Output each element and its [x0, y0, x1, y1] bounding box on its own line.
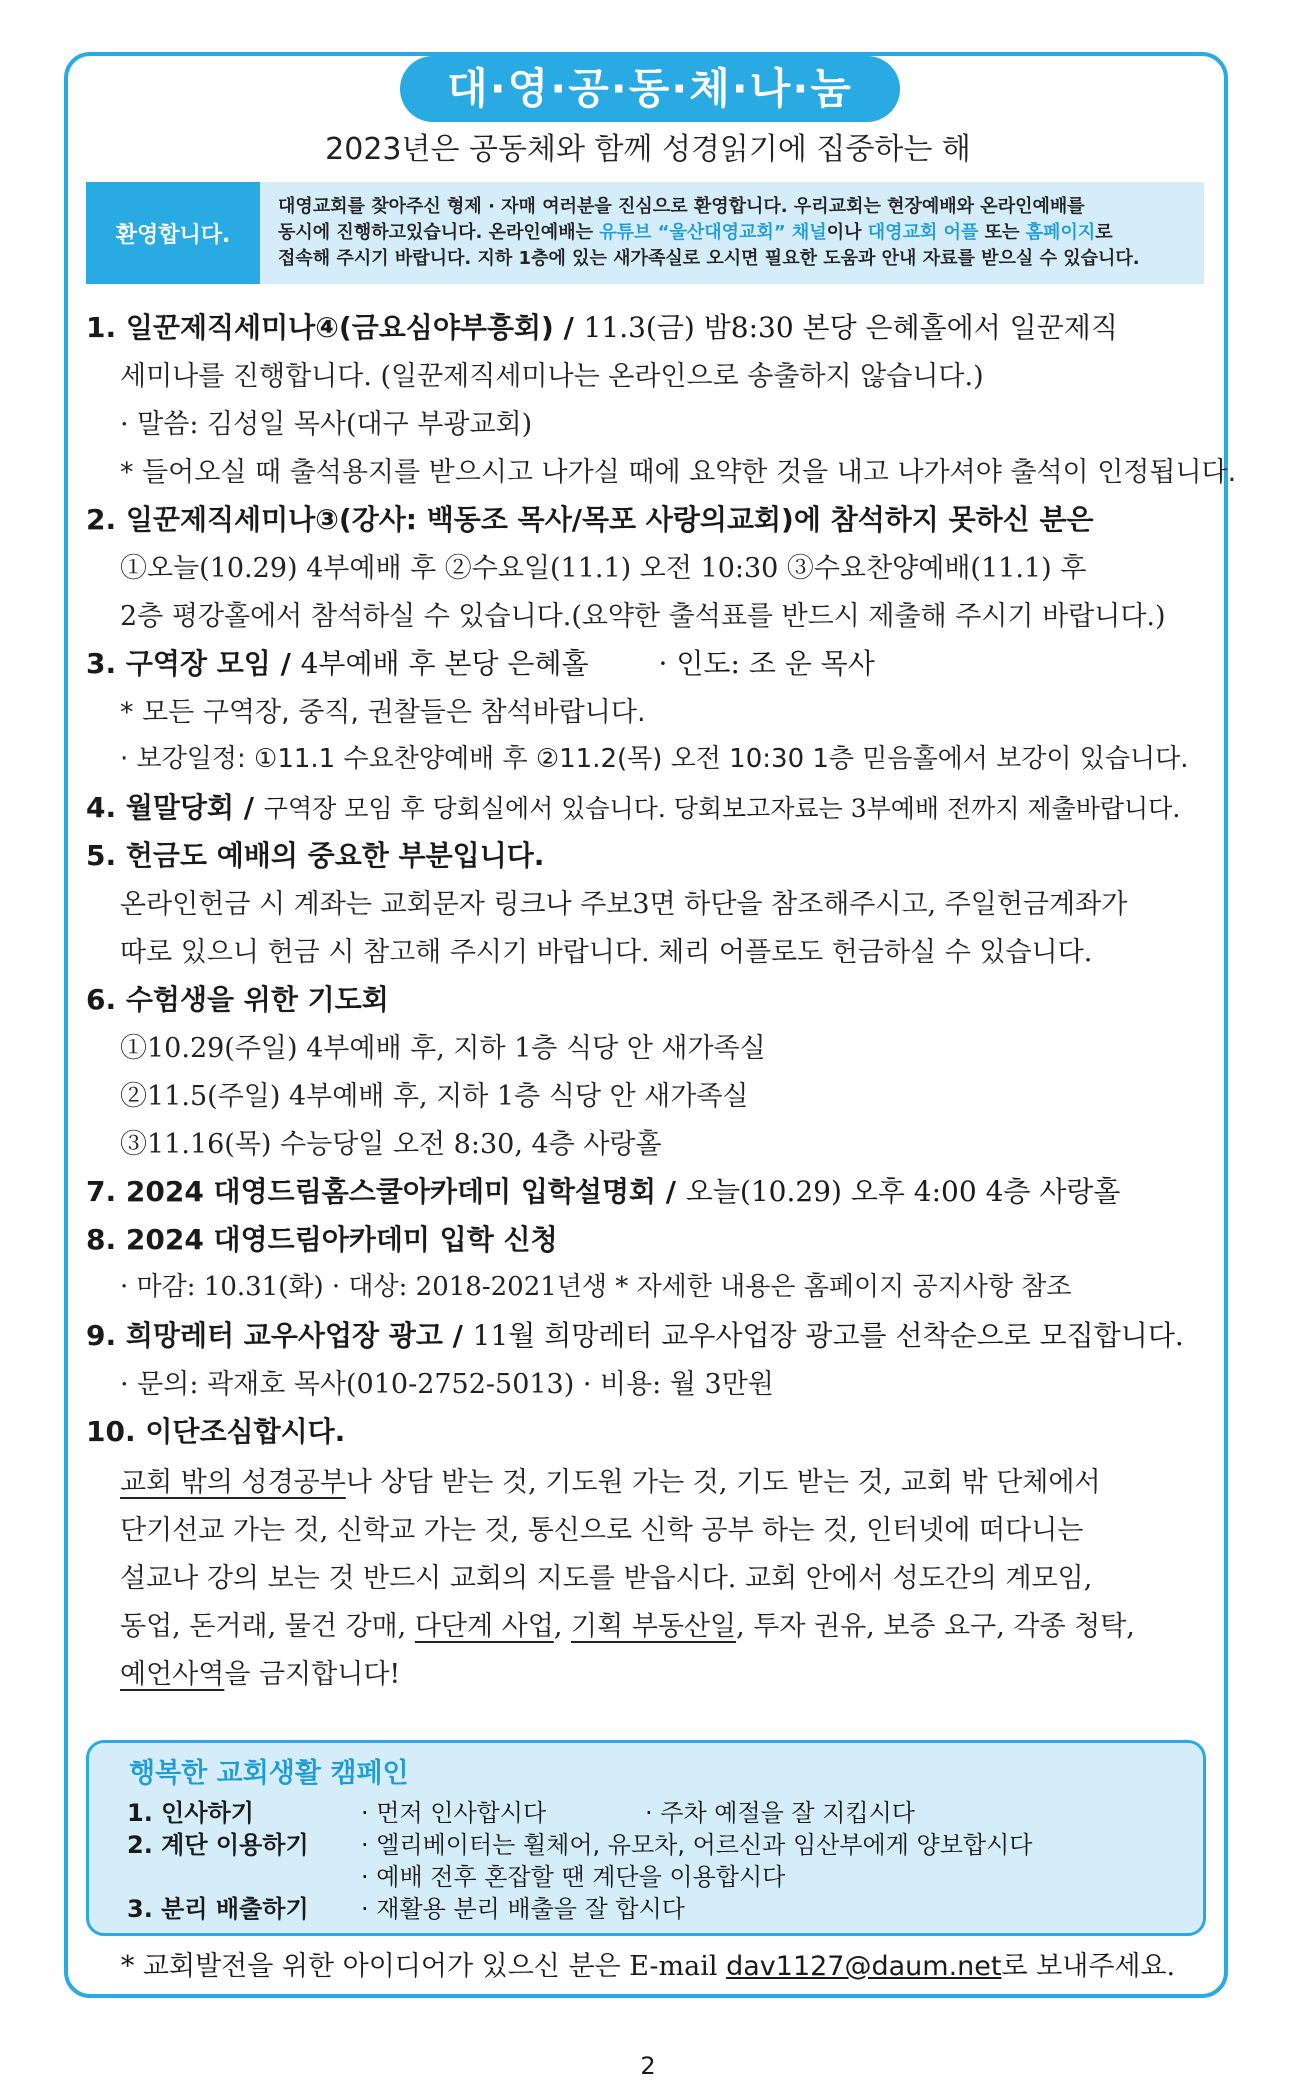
- notice-line: ①10.29(주일) 4부예배 후, 지하 1층 식당 안 새가족실: [120, 1033, 766, 1064]
- notice-line: 세미나를 진행합니다. (일꾼제직세미나는 온라인으로 송출하지 않습니다.): [120, 361, 984, 392]
- underlined-phrase: 기획 부동산일: [571, 1611, 737, 1642]
- notice-line: ③11.16(목) 수능당일 오전 8:30, 4층 사랑홀: [120, 1129, 662, 1160]
- campaign-box: [86, 1740, 1206, 1936]
- campaign-text: · 재활용 분리 배출을 잘 합시다: [361, 1895, 685, 1923]
- notice-heading-text: 4. 월말당회 /: [86, 791, 264, 824]
- notice-heading-text: 3. 구역장 모임 /: [86, 647, 301, 680]
- notice-heading-detail: · 인도: 조 운 목사: [658, 647, 875, 680]
- campaign-title: 행복한 교회생활 캠페인: [129, 1758, 409, 1789]
- welcome-text-part: 로: [1095, 222, 1113, 243]
- notice-text-part: ,: [553, 1611, 571, 1642]
- notice-item-3-heading: [86, 642, 1216, 682]
- welcome-line: 접속해 주시기 바랍니다. 지하 1층에 있는 새가족실로 오시면 필요한 도움과 안내 자료를 받으실 수 있습니다.: [278, 248, 1140, 269]
- notice-text-part: , 투자 권유, 보증 요구, 각종 청탁,: [736, 1611, 1135, 1642]
- footer-text: * 교회발전을 위한 아이디어가 있으신 분은 E-mail: [120, 1951, 727, 1982]
- notice-line: 온라인헌금 시 계좌는 교회문자 링크나 주보3면 하단을 참조해주시고, 주일헌금계좌가: [120, 889, 1128, 920]
- notice-text-part: 나 상담 받는 것, 기도원 가는 것, 기도 받는 것, 교회 밖 단체에서: [345, 1467, 1101, 1498]
- notice-line: * 들어오실 때 출석용지를 받으시고 나가실 때에 요약한 것을 내고 나가셔야 출석이 인정됩니다.: [120, 457, 1237, 488]
- campaign-label: 3. 분리 배출하기: [127, 1895, 309, 1923]
- welcome-text-part: 또는: [978, 222, 1026, 243]
- notice-heading-text: 9. 희망레터 교우사업장 광고 /: [86, 1319, 473, 1352]
- notice-line: * 모든 구역장, 중직, 권찰들은 참석바랍니다.: [120, 697, 646, 728]
- notice-line: 2층 평강홀에서 참석하실 수 있습니다.(요약한 출석표를 반드시 제출해 주시기 바랍니다.): [120, 601, 1166, 632]
- notice-line: 따로 있으니 헌금 시 참고해 주시기 바랍니다. 체리 어플로도 헌금하실 수 있습니다.: [120, 937, 1093, 968]
- notice-heading-detail: 구역장 모임 후 당회실에서 있습니다. 당회보고자료는 3부예배 전까지 제출바랍니다.: [263, 794, 1181, 823]
- notice-heading-detail: 11월 희망레터 교우사업장 광고를 선착순으로 모집합니다.: [472, 1319, 1184, 1352]
- notice-line: · 마감: 10.31(화) · 대상: 2018-2021년생 * 자세한 내용은 홈페이지 공지사항 참조: [120, 1272, 1072, 1302]
- campaign-label: 1. 인사하기: [127, 1799, 254, 1827]
- campaign-text: · 주차 예절을 잘 지킵시다: [645, 1799, 915, 1827]
- footer-note: [0, 1944, 1296, 1983]
- notice-heading-text: 7. 2024 대영드림홈스쿨아카데미 입학설명회 /: [86, 1175, 686, 1208]
- campaign-text: · 엘리베이터는 휠체어, 유모차, 어르신과 임산부에게 양보합시다: [361, 1831, 1033, 1859]
- notice-item-9-heading: [86, 1314, 1216, 1354]
- church-app-link[interactable]: 대영교회 어플: [867, 222, 979, 243]
- page-title: 대·영·공·동·체·나·눔: [400, 56, 900, 122]
- underlined-phrase: 예언사역: [120, 1659, 225, 1690]
- notice-line: 설교나 강의 보는 것 반드시 교회의 지도를 받읍시다. 교회 안에서 성도간의 계모임,: [120, 1563, 1093, 1594]
- notice-line: [120, 1604, 1216, 1643]
- notice-item-2-heading: [86, 498, 1216, 538]
- welcome-text: [278, 194, 1194, 272]
- notice-item-7-heading: [86, 1170, 1216, 1210]
- notice-item-10-heading: [86, 1410, 1216, 1450]
- notice-heading-text: 1. 일꾼제직세미나④(금요심야부흥회) /: [86, 311, 584, 344]
- notice-text-part: 을 금지합니다!: [224, 1659, 401, 1690]
- notice-heading-text: 8. 2024 대영드림아카데미 입학 신청: [86, 1223, 558, 1256]
- underlined-phrase: 다단계 사업: [414, 1611, 554, 1642]
- youtube-channel-link[interactable]: 유튜브 “울산대영교회” 채널: [599, 222, 827, 243]
- notice-line: ②11.5(주일) 4부예배 후, 지하 1층 식당 안 새가족실: [120, 1081, 749, 1112]
- notice-line: · 보강일정: ①11.1 수요찬양예배 후 ②11.2(목) 오전 10:30 1층 믿음홀에서 보강이 있습니다.: [120, 744, 1189, 774]
- notice-item-1-heading: [86, 306, 1216, 346]
- welcome-line: 대영교회를 찾아주신 형제 · 자매 여러분을 진심으로 환영합니다. 우리교회는 현장예배와 온라인예배를: [278, 196, 1085, 217]
- notice-text-part: 동업, 돈거래, 물건 강매,: [120, 1611, 415, 1642]
- notice-heading-text: 6. 수험생을 위한 기도회: [86, 983, 389, 1016]
- notice-heading-text: 2. 일꾼제직세미나③(강사: 백동조 목사/목포 사랑의교회)에 참석하지 못하신 분은: [86, 503, 1094, 536]
- homepage-link[interactable]: 홈페이지: [1025, 222, 1096, 243]
- welcome-text-part: 이나: [826, 222, 868, 243]
- campaign-label: 2. 계단 이용하기: [127, 1831, 309, 1859]
- notice-line: · 문의: 곽재호 목사(010-2752-5013) · 비용: 월 3만원: [120, 1369, 774, 1400]
- notice-heading-text: 10. 이단조심합시다.: [86, 1415, 346, 1448]
- page-subtitle: 2023년은 공동체와 함께 성경읽기에 집중하는 해: [325, 132, 971, 167]
- notice-item-8-heading: [86, 1218, 1216, 1258]
- notice-heading-text: 5. 헌금도 예배의 중요한 부분입니다.: [86, 839, 545, 872]
- notice-heading-detail: 오늘(10.29) 오후 4:00 4층 사랑홀: [685, 1175, 1121, 1208]
- notice-heading-detail: 4부예배 후 본당 은혜홀: [300, 647, 589, 680]
- campaign-text: · 먼저 인사합시다: [361, 1799, 547, 1827]
- welcome-line: [278, 220, 1194, 246]
- notice-line: · 말씀: 김성일 목사(대구 부광교회): [120, 409, 533, 440]
- notice-item-6-heading: [86, 978, 1216, 1018]
- page-number: 2: [640, 2052, 656, 2080]
- notice-item-5-heading: [86, 834, 1216, 874]
- welcome-tag: 환영합니다.: [86, 182, 260, 284]
- notice-item-4-heading: [86, 786, 1216, 826]
- notice-heading-detail: 11.3(금) 밤8:30 본당 은혜홀에서 일꾼제직: [583, 311, 1118, 344]
- notice-line: [120, 1460, 1216, 1499]
- notice-line: [120, 1652, 1216, 1691]
- welcome-box: [86, 182, 1204, 284]
- notice-line: 단기선교 가는 것, 신학교 가는 것, 통신으로 신학 공부 하는 것, 인터넷에 떠다니는: [120, 1515, 1084, 1546]
- welcome-text-part: 동시에 진행하고있습니다. 온라인예배는: [278, 222, 600, 243]
- email-link[interactable]: dav1127@daum.net: [726, 1951, 1002, 1982]
- campaign-text: · 예배 전후 혼잡할 땐 계단을 이용합시다: [361, 1863, 786, 1891]
- notice-line: ①오늘(10.29) 4부예배 후 ②수요일(11.1) 오전 10:30 ③수요찬양예배(11.1) 후: [120, 553, 1087, 584]
- underlined-phrase: 교회 밖의 성경공부: [120, 1467, 346, 1498]
- footer-text: 로 보내주세요.: [1001, 1951, 1176, 1982]
